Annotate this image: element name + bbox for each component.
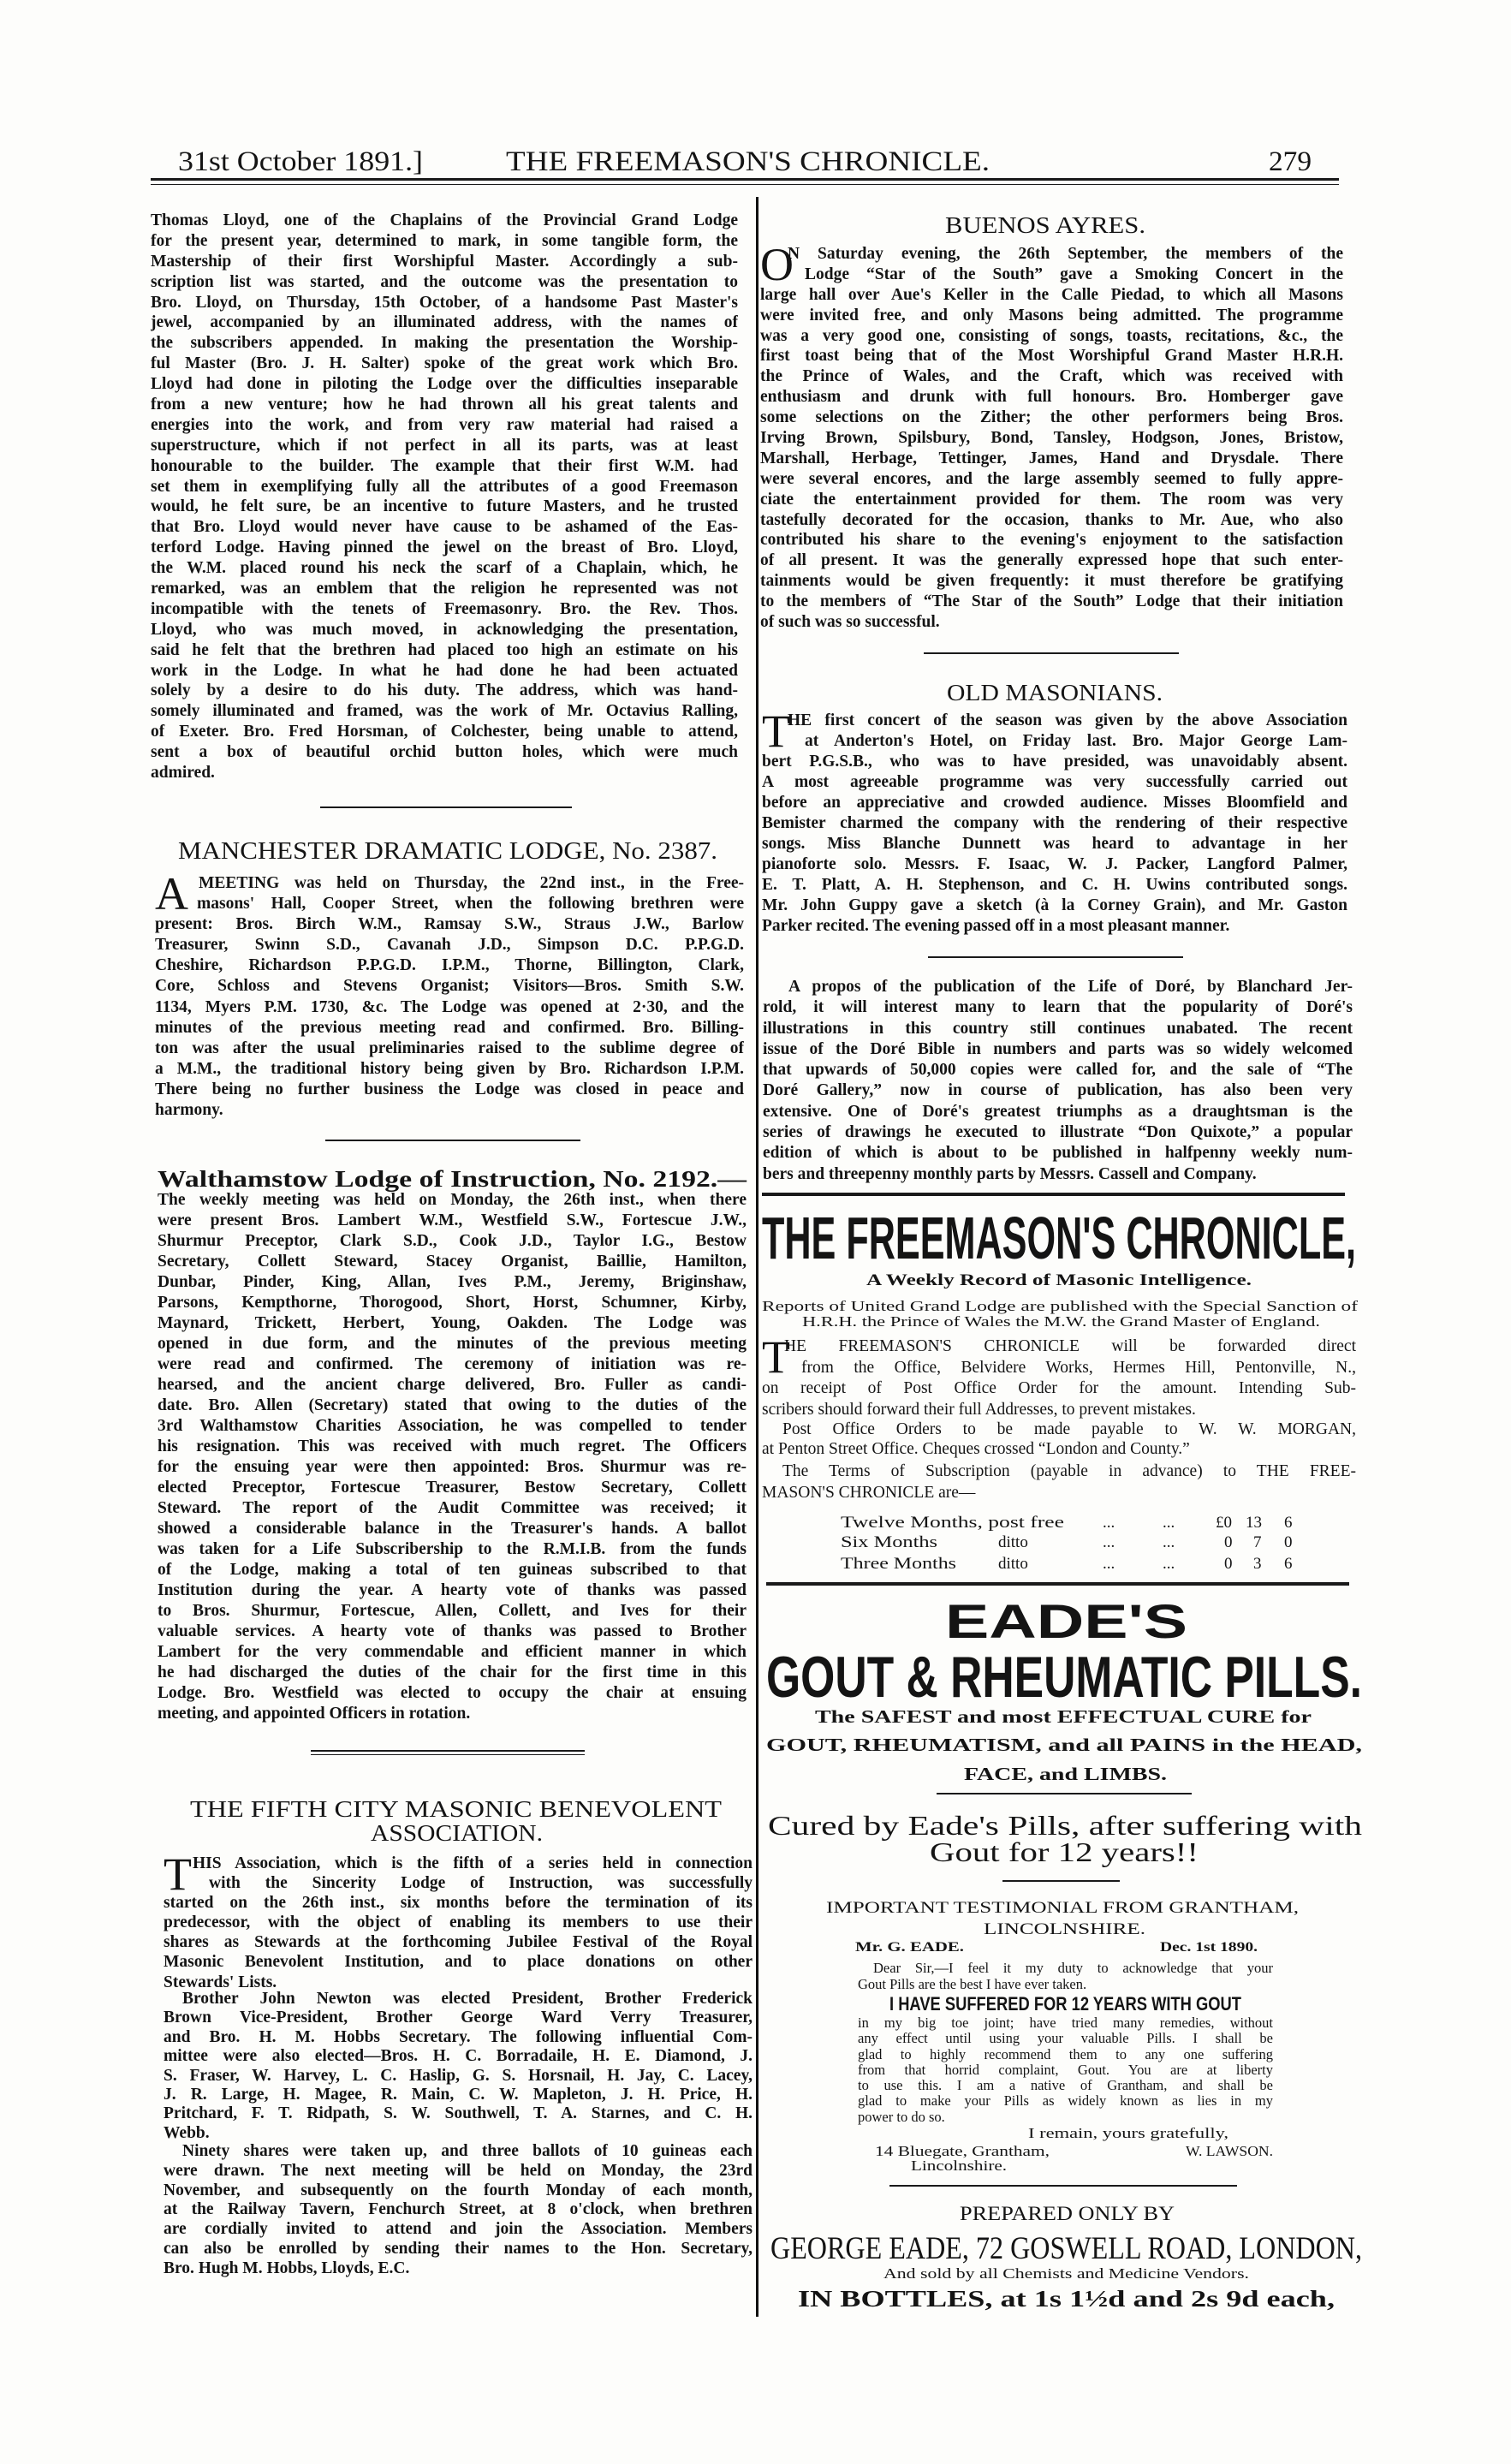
text-line: work in the Lodge. In what he had done he had been actuated xyxy=(151,661,738,680)
text-line: HE FREEMASON'S CHRONICLE will be forwarded direct xyxy=(784,1337,1356,1355)
text-line: harmony. xyxy=(155,1101,223,1120)
text-line: extensive. One of Doré's greatest triumphs as a draughtsman is the xyxy=(763,1102,1353,1121)
text-line: Bemister charmed the company with the rendering of their respective xyxy=(762,814,1347,832)
header-rule-thin xyxy=(151,184,1339,185)
text-line: Pritchard, F. T. Ridpath, S. W. Southwell, T. A. Starnes, and C. H. xyxy=(164,2104,753,2123)
text-line: Thomas Lloyd, one of the Chaplains of the Provincial Grand Lodge xyxy=(151,211,738,229)
text-line: sent a box of beautiful orchid button holes, which were much xyxy=(151,743,738,762)
newspaper-title: THE FREEMASON'S CHRONICLE. xyxy=(506,146,990,177)
term-dots: ... xyxy=(1163,1533,1175,1551)
text-line: Treasurer, Swinn S.D., Cavanah J.D., Simpson D.C. P.P.G.D. xyxy=(155,936,744,955)
term-pounds: £0 xyxy=(1216,1514,1232,1532)
text-line: opened in due form, and the minutes of the previous meeting xyxy=(158,1335,747,1353)
text-line: Mastership of their first Worshipful Master. Accordingly a sub- xyxy=(151,252,738,271)
text-line: Bro. Lloyd, on Thursday, 15th October, of a handsome Past Master's xyxy=(151,293,738,312)
advert-rule xyxy=(1002,1880,1120,1882)
text-line: date. Bro. Allen (Secretary) stated that owing to the duties of the xyxy=(158,1396,747,1414)
text-line: Core, Schloss and Stevens Organist; Visitors—Bros. Smith S.W. xyxy=(155,977,744,996)
subscription-para1 xyxy=(762,1331,1356,1421)
testimonial-title-1: IMPORTANT TESTIMONIAL FROM GRANTHAM, xyxy=(826,1899,1299,1917)
text-line: at Anderton's Hotel, on Friday last. Bro. Major George Lam- xyxy=(805,732,1347,750)
advert-cured-1: Cured by Eade's Pills, after suffering with xyxy=(768,1810,1362,1841)
text-line: to use this. I am a native of Grantham, and shall be xyxy=(858,2078,1273,2094)
term-pounds: 0 xyxy=(1224,1533,1233,1551)
text-line: scription list was started, and the outcome was the presentation to xyxy=(151,272,738,291)
text-line: was a very good one, consisting of songs, toasts, recitations, &c., the xyxy=(760,326,1343,345)
text-line: present: Bros. Birch W.M., Ramsay S.W., Straus J.W., Barlow xyxy=(155,915,744,934)
text-line: started on the 26th inst., six months before the termination of its xyxy=(164,1894,753,1913)
advert-product: GOUT & RHEUMATIC PILLS. xyxy=(766,1645,1362,1710)
heading-old-masonians: OLD MASONIANS. xyxy=(947,680,1163,705)
letter-body xyxy=(858,2015,1273,2125)
text-line: honourable to the builder. The example that their first W.M. had xyxy=(151,456,738,475)
term-shillings: 7 xyxy=(1253,1533,1262,1551)
text-line: a M.M., the traditional history being given by Bro. Richardson I.P.M. xyxy=(155,1059,744,1078)
text-line: Dear Sir,—I feel it my duty to acknowledge that your xyxy=(873,1960,1273,1976)
text-line: were several encores, and the large assembly seemed to fully appre- xyxy=(760,469,1343,488)
drop-cap: T xyxy=(164,1848,192,1900)
text-line: Secretary, Collett Steward, Stacey Organist, Baillie, Hamilton, xyxy=(158,1253,747,1271)
article-buenos-ayres xyxy=(760,239,1343,633)
masthead-rule xyxy=(762,1193,1345,1196)
text-line: large hall over Aue's Keller in the Calle Piedad, to which all Masons xyxy=(760,285,1343,304)
text-line: power to do so. xyxy=(858,2109,945,2125)
text-line: Ninety shares were taken up, and three ballots of 10 guineas each xyxy=(182,2142,753,2160)
text-line: of Exeter. Bro. Fred Horsman, of Colchester, being unable to attend, xyxy=(151,723,738,741)
text-line: Steward. The report of the Audit Committee was received; it xyxy=(158,1499,747,1517)
text-line: Irving Brown, Spilsbury, Bond, Tansley, Hodgson, Jones, Bristow, xyxy=(760,429,1343,448)
text-line: are cordially invited to attend and join the Association. Members xyxy=(164,2220,753,2239)
text-line: incompatible with the tenets of Freemasonry. Bro. the Rev. Thos. xyxy=(151,599,738,618)
article-walthamstow-lodge xyxy=(158,1190,747,1724)
subscription-para3 xyxy=(762,1461,1356,1503)
text-line: Marshall, Herbage, Tettinger, James, Hand and Drysdale. There xyxy=(760,449,1343,467)
text-line: illustrations in this country still continues unabated. The recent xyxy=(763,1019,1353,1038)
issue-date: 31st October 1891.] xyxy=(178,146,423,177)
text-line: for the ensuing year were then appointed: Bros. Shurmur was re- xyxy=(158,1458,747,1476)
letter-addressee: Mr. G. EADE. xyxy=(855,1940,964,1955)
text-line: Bro. Hugh M. Hobbs, Lloyds, E.C. xyxy=(164,2259,410,2277)
section-rule xyxy=(928,956,1183,958)
text-line: from the Office, Belvidere Works, Hermes Hill, Pentonville, N., xyxy=(801,1358,1356,1377)
text-line: admired. xyxy=(151,764,215,783)
advert-claim-3: FACE, and LIMBS. xyxy=(964,1764,1167,1784)
text-line: HIS Association, which is the fifth of a series held in connection xyxy=(193,1854,753,1872)
text-line: before an appreciative and crowded audience. Misses Bloomfield and xyxy=(762,794,1347,812)
term-shillings: 3 xyxy=(1253,1555,1262,1573)
text-line: The weekly meeting was held on Monday, the 26th inst., when there xyxy=(158,1191,747,1209)
text-line: that Bro. Lloyd would never have cause to be ashamed of the Eas- xyxy=(151,518,738,537)
text-line: somely illuminated and framed, was the work of Mr. Octavius Ralling, xyxy=(151,702,738,721)
text-line: Webb. xyxy=(164,2123,210,2142)
text-line: Post Office Orders to be made payable to W. W. MORGAN, xyxy=(782,1420,1356,1438)
letter-address-1: 14 Bluegate, Grantham, xyxy=(875,2143,1050,2159)
term-shillings: 13 xyxy=(1246,1514,1262,1532)
text-line: remarked, was an emblem that the religion he represented was not xyxy=(151,580,738,598)
sanction-line-2: H.R.H. the Prince of Wales the M.W. the Grand Master of England. xyxy=(802,1313,1320,1330)
text-line: rold, it will interest many to learn that the popularity of Doré's xyxy=(763,998,1353,1017)
text-line: set them in exemplifying fully all the attributes of a good Freemason xyxy=(151,477,738,496)
text-line: glad to make your Pills as widely known as lies in my xyxy=(858,2093,1273,2110)
text-line: were invited free, and only Masons being admitted. The programme xyxy=(760,306,1343,324)
heading-buenos-ayres: BUENOS AYRES. xyxy=(945,212,1145,238)
advert-cured-2: Gout for 12 years!! xyxy=(930,1836,1199,1867)
text-line: November, and subsequently on the fourth Monday of each month, xyxy=(164,2181,753,2199)
article-fifth-city-para3 xyxy=(164,2142,753,2279)
text-line: ciate the entertainment provided for them. The room was very xyxy=(760,490,1343,509)
section-rule xyxy=(311,1750,585,1752)
term-ditto: ditto xyxy=(998,1555,1028,1573)
text-line: songs. Miss Blanche Dunnett was heard to advantage in her xyxy=(762,835,1347,853)
drop-cap: O xyxy=(760,239,794,290)
letter-emphasis: I HAVE SUFFERED FOR 12 YEARS WITH GOUT xyxy=(889,1993,1242,2015)
term-period: Twelve Months, post free xyxy=(841,1514,1064,1532)
term-pence: 6 xyxy=(1284,1555,1293,1573)
advert-claim-2: GOUT, RHEUMATISM, and all PAINS in the HEAD, xyxy=(766,1735,1362,1755)
article-fifth-city-para2 xyxy=(164,1990,753,2143)
text-line: meeting, and appointed Officers in rotation. xyxy=(158,1705,471,1723)
advert-rule xyxy=(889,2185,1237,2187)
text-line: scribers should forward their full Addresses, to prevent mistakes. xyxy=(762,1401,1196,1419)
term-pounds: 0 xyxy=(1224,1555,1233,1573)
text-line: HE first concert of the season was given by the above Association xyxy=(788,711,1347,729)
text-line: would, he felt sure, be an incentive to future Masters, and he trusted xyxy=(151,497,738,516)
text-line: to Bros. Shurmur, Fortescue, Allen, Collett, and Ives for their xyxy=(158,1602,747,1620)
advert-top-rule xyxy=(766,1582,1349,1586)
text-line: Lloyd had done in piloting the Lodge over the difficulties inseparable xyxy=(151,375,738,394)
drop-cap: T xyxy=(762,1331,790,1383)
heading-manchester: MANCHESTER DRAMATIC LODGE, No. 2387. xyxy=(178,838,717,865)
text-line: were present Bros. Lambert W.M., Westfield S.W., Fortescue J.W., xyxy=(158,1211,747,1229)
text-line: Lodge. Bro. Westfield was elected to occupy the chair at ensuing xyxy=(158,1684,747,1702)
text-line: the W.M. placed round his neck the scarf of a Chaplain, which, he xyxy=(151,559,738,578)
text-line: minutes of the previous meeting read and confirmed. Bro. Billing- xyxy=(155,1018,744,1037)
text-line: Doré Gallery,” now in course of publication, has also been very xyxy=(763,1081,1353,1100)
text-line: said he felt that the brethren had placed too high an estimate on his xyxy=(151,640,738,659)
text-line: mittee were also elected—Bros. H. C. Borradaile, H. E. Diamond, J. xyxy=(164,2047,753,2066)
text-line: 3rd Walthamstow Charities Association, he was compelled to tender xyxy=(158,1417,747,1435)
text-line: A propos of the publication of the Life of Doré, by Blanchard Jer- xyxy=(788,978,1353,996)
text-line: showed a considerable balance in the Treasurer's hands. A ballot xyxy=(158,1520,747,1538)
term-dots: ... xyxy=(1103,1533,1115,1551)
text-line: superstructure, which if not perfect in all its parts, was at least xyxy=(151,436,738,455)
text-line: N Saturday evening, the 26th September, the members of the xyxy=(788,245,1343,263)
term-dots: ... xyxy=(1163,1514,1175,1532)
article-old-masonians xyxy=(762,705,1347,937)
term-dots: ... xyxy=(1103,1555,1115,1573)
advert-brand: EADE'S xyxy=(945,1594,1187,1648)
term-period: Three Months xyxy=(841,1555,956,1573)
text-line: from that horrid complaint, Gout. You are at liberty xyxy=(858,2062,1273,2078)
text-line: Institution during the year. A hearty vote of thanks was passed xyxy=(158,1581,747,1599)
heading-fifth-city-2: ASSOCIATION. xyxy=(371,1820,543,1846)
text-line: for the present year, determined to mark, in some tangible form, the xyxy=(151,231,738,250)
text-line: Lloyd, who was much moved, in acknowledging the presentation, xyxy=(151,620,738,639)
letter-closing: I remain, yours gratefully, xyxy=(1028,2125,1228,2141)
text-line: bers and threepenny monthly parts by Messrs. Cassell and Company. xyxy=(763,1164,1257,1183)
advert-sold-by: And sold by all Chemists and Medicine Vendors. xyxy=(883,2265,1249,2282)
header-rule-thick xyxy=(151,178,1339,181)
text-line: Cheshire, Richardson P.P.G.D. I.P.M., Thorne, Billington, Clark, xyxy=(155,956,744,975)
text-line: of all present. It was the generally expressed hope that such enter- xyxy=(760,551,1343,570)
text-line: solely by a desire to do his duty. The address, which was hand- xyxy=(151,681,738,700)
text-line: Dunbar, Pinder, King, Allan, Ives P.M., Jeremy, Briginshaw, xyxy=(158,1273,747,1291)
term-ditto: ditto xyxy=(998,1533,1028,1551)
text-line: jewel, accompanied by an illuminated address, with the names of xyxy=(151,313,738,332)
text-line: on receipt of Post Office Order for the amount. Intending Sub- xyxy=(762,1379,1356,1398)
term-pence: 0 xyxy=(1284,1533,1293,1551)
text-line: Stewards' Lists. xyxy=(164,1973,277,1991)
masthead-tagline: A Weekly Record of Masonic Intelligence. xyxy=(866,1271,1252,1289)
advert-price: IN BOTTLES, at 1s 1½d and 2s 9d each, xyxy=(798,2286,1335,2312)
section-rule xyxy=(325,1140,580,1141)
text-line: of such was so successful. xyxy=(760,613,940,632)
text-line: were drawn. The next meeting will be held on Monday, the 23rd xyxy=(164,2161,753,2180)
text-line: ton was after the usual preliminaries raised to the sublime degree of xyxy=(155,1039,744,1057)
text-line: There being no further business the Lodge was closed in peace and xyxy=(155,1080,744,1098)
text-line: terford Lodge. Having pinned the jewel on the breast of Bro. Lloyd, xyxy=(151,539,738,557)
text-line: were read and confirmed. The ceremony of initiation was re- xyxy=(158,1355,747,1373)
text-line: his resignation. This was received with much regret. The Officers xyxy=(158,1437,747,1455)
section-rule xyxy=(311,1754,585,1755)
text-line: MEETING was held on Thursday, the 22nd inst., in the Free- xyxy=(199,874,744,892)
text-line: Lambert for the very commendable and efficient manner in which xyxy=(158,1643,747,1661)
text-line: first toast being that of the Most Worshipful Grand Master H.R.H. xyxy=(760,347,1343,366)
text-line: MASON'S CHRONICLE are— xyxy=(762,1484,976,1502)
text-line: from a new venture; how he had thrown all his great talents and xyxy=(151,396,738,414)
advert-rule xyxy=(937,1793,1192,1794)
text-line: contributed his share to the evening's enjoyment to the satisfaction xyxy=(760,531,1343,550)
text-line: was taken for a Life Subscribership to the R.M.I.B. from the funds xyxy=(158,1540,747,1558)
text-line: Shurmur Preceptor, Clark S.D., Cook J.D., Taylor I.G., Bestow xyxy=(158,1232,747,1250)
testimonial-title-2: LINCOLNSHIRE. xyxy=(984,1920,1145,1938)
text-line: in my big toe joint; have tried many remedies, without xyxy=(858,2015,1273,2031)
subscription-terms-table xyxy=(841,1514,1293,1573)
letter-date: Dec. 1st 1890. xyxy=(1160,1940,1258,1955)
text-line: J. R. Large, H. Magee, R. Main, C. W. Mapleton, J. H. Price, H. xyxy=(164,2085,753,2104)
text-line: issue of the Doré Bible in numbers and parts was so widely welcomed xyxy=(763,1039,1353,1058)
heading-fifth-city-1: THE FIFTH CITY MASONIC BENEVOLENT xyxy=(190,1796,723,1822)
text-line: any effect until using your valuable Pills. I shall be xyxy=(858,2031,1273,2047)
text-line: and Bro. H. M. Hobbs Secretary. The following influential Com- xyxy=(164,2027,753,2046)
text-line: Brother John Newton was elected President, Brother Frederick xyxy=(182,1990,753,2008)
text-line: that upwards of 50,000 copies were called for, and the sale of “The xyxy=(763,1061,1353,1080)
text-line: at Penton Street Office. Cheques crossed “London and County.” xyxy=(762,1440,1190,1458)
masthead: THE FREEMASON'S CHRONICLE, xyxy=(762,1205,1356,1271)
letter-intro xyxy=(858,1960,1273,1992)
drop-cap: A xyxy=(155,868,188,920)
letter-signature: W. LAWSON. xyxy=(1186,2143,1273,2159)
heading-walthamstow: Walthamstow Lodge of Instruction, No. 2192.— xyxy=(158,1166,748,1192)
text-line: pianoforte solo. Messrs. F. Isaac, W. J. Packer, Langford Palmer, xyxy=(762,855,1347,873)
text-line: shares as Stewards at the forthcoming Jubilee Festival of the Royal xyxy=(164,1933,753,1952)
drop-cap: T xyxy=(762,705,790,757)
article-lloyd-presentation xyxy=(151,211,738,783)
subscription-para2 xyxy=(762,1419,1356,1459)
text-line: series of drawings he executed to illustrate “Don Quixote,” a popular xyxy=(763,1123,1353,1142)
text-line: Lodge “Star of the South” gave a Smoking Concert in the xyxy=(805,265,1343,283)
text-line: glad to highly recommend them to any one suffering xyxy=(858,2046,1273,2062)
text-line: Masonic Benevolent Institution, and to place donations on other xyxy=(164,1953,753,1972)
text-line: masons' Hall, Cooper Street, when the following brethren were xyxy=(197,895,744,914)
text-line: to the members of “The Star of the South” Lodge that their initiation xyxy=(760,592,1343,611)
text-line: of the Lodge, making a total of ten guineas subscribed to that xyxy=(158,1561,747,1579)
section-rule xyxy=(924,652,1179,654)
advert-claim-1: The SAFEST and most EFFECTUAL CURE for xyxy=(815,1706,1312,1727)
sanction-line-1: Reports of United Grand Lodge are published with the Special Sanction of xyxy=(762,1298,1359,1314)
text-line: Parsons, Kempthorne, Thorogood, Short, Horst, Schumner, Kirby, xyxy=(158,1294,747,1312)
text-line: Parker recited. The evening passed off in a most pleasant manner. xyxy=(762,917,1230,935)
text-line: A most agreeable programme was very successfully carried out xyxy=(762,773,1347,791)
text-line: S. Fraser, W. Harvey, L. C. Haslip, G. S. Horsnail, H. Jay, C. Lacey, xyxy=(164,2066,753,2085)
text-line: enthusiasm and drunk with full honours. Bro. Homberger gave xyxy=(760,388,1343,407)
section-rule xyxy=(320,806,572,808)
text-line: Maynard, Trickett, Herbert, Young, Oakden. The Lodge was xyxy=(158,1314,747,1332)
text-line: at the Railway Tavern, Fenchurch Street, at 8 o'clock, when brethren xyxy=(164,2200,753,2219)
term-period: Six Months xyxy=(841,1533,937,1551)
article-manchester-dramatic-lodge xyxy=(155,868,744,1121)
text-line: valuable services. A hearty vote of thanks was passed to Brother xyxy=(158,1622,747,1640)
term-dots: ... xyxy=(1103,1514,1115,1532)
text-line: ful Master (Bro. J. H. Salter) spoke of the great work which Bro. xyxy=(151,354,738,373)
text-line: Brown Vice-President, Brother George Ward Verry Treasurer, xyxy=(164,2009,753,2027)
text-line: the Prince of Wales, and the Craft, which was received with xyxy=(760,367,1343,386)
text-line: Mr. John Guppy gave a sketch (à la Corney Grain), and Mr. Gaston xyxy=(762,896,1347,914)
text-line: he had discharged the duties of the chair for the first time in this xyxy=(158,1663,747,1681)
text-line: with the Sincerity Lodge of Instruction, was successfully xyxy=(209,1874,753,1893)
text-line: hearsed, and the ancient charge delivered, Bro. Fuller as candi- xyxy=(158,1376,747,1394)
text-line: bert P.G.S.B., who was to have presided, was unavoidably absent. xyxy=(762,753,1347,771)
text-line: tastefully decorated for the occasion, thanks to Mr. Aue, who also xyxy=(760,510,1343,529)
article-dore xyxy=(763,977,1353,1185)
column-divider xyxy=(756,197,758,2317)
advert-prepared-by: PREPARED ONLY BY xyxy=(960,2203,1175,2224)
text-line: Gout Pills are the best I have ever taken. xyxy=(858,1976,1087,1992)
letter-address-2: Lincolnshire. xyxy=(911,2157,1007,2174)
advert-maker: GEORGE EADE, 72 GOSWELL ROAD, LONDON, xyxy=(770,2231,1362,2266)
text-line: E. T. Platt, A. H. Stephenson, and C. H. Uwins contributed songs. xyxy=(762,876,1347,894)
text-line: tainments would be given frequently: it must therefore be gratifying xyxy=(760,572,1343,591)
text-line: energies into the work, and from very raw material had raised a xyxy=(151,415,738,434)
term-pence: 6 xyxy=(1284,1514,1293,1532)
text-line: elected Preceptor, Fortescue Treasurer, Bestow Secretary, Collett xyxy=(158,1479,747,1497)
text-line: The Terms of Subscription (payable in advance) to THE FREE- xyxy=(782,1462,1356,1480)
text-line: edition of which is about to be published in halfpenny weekly num- xyxy=(763,1144,1353,1163)
text-line: predecessor, with the object of enabling its members to use their xyxy=(164,1913,753,1932)
term-dots: ... xyxy=(1163,1555,1175,1573)
text-line: some selections on the Zither; the other performers being Bros. xyxy=(760,408,1343,427)
text-line: 1134, Myers P.M. 1730, &c. The Lodge was opened at 2·30, and the xyxy=(155,997,744,1016)
article-fifth-city-para1 xyxy=(164,1848,753,1992)
page-number: 279 xyxy=(1269,146,1312,177)
text-line: the subscribers appended. In making the presentation the Worship- xyxy=(151,334,738,353)
text-line: can also be enrolled by sending their names to the Hon. Secretary, xyxy=(164,2239,753,2258)
